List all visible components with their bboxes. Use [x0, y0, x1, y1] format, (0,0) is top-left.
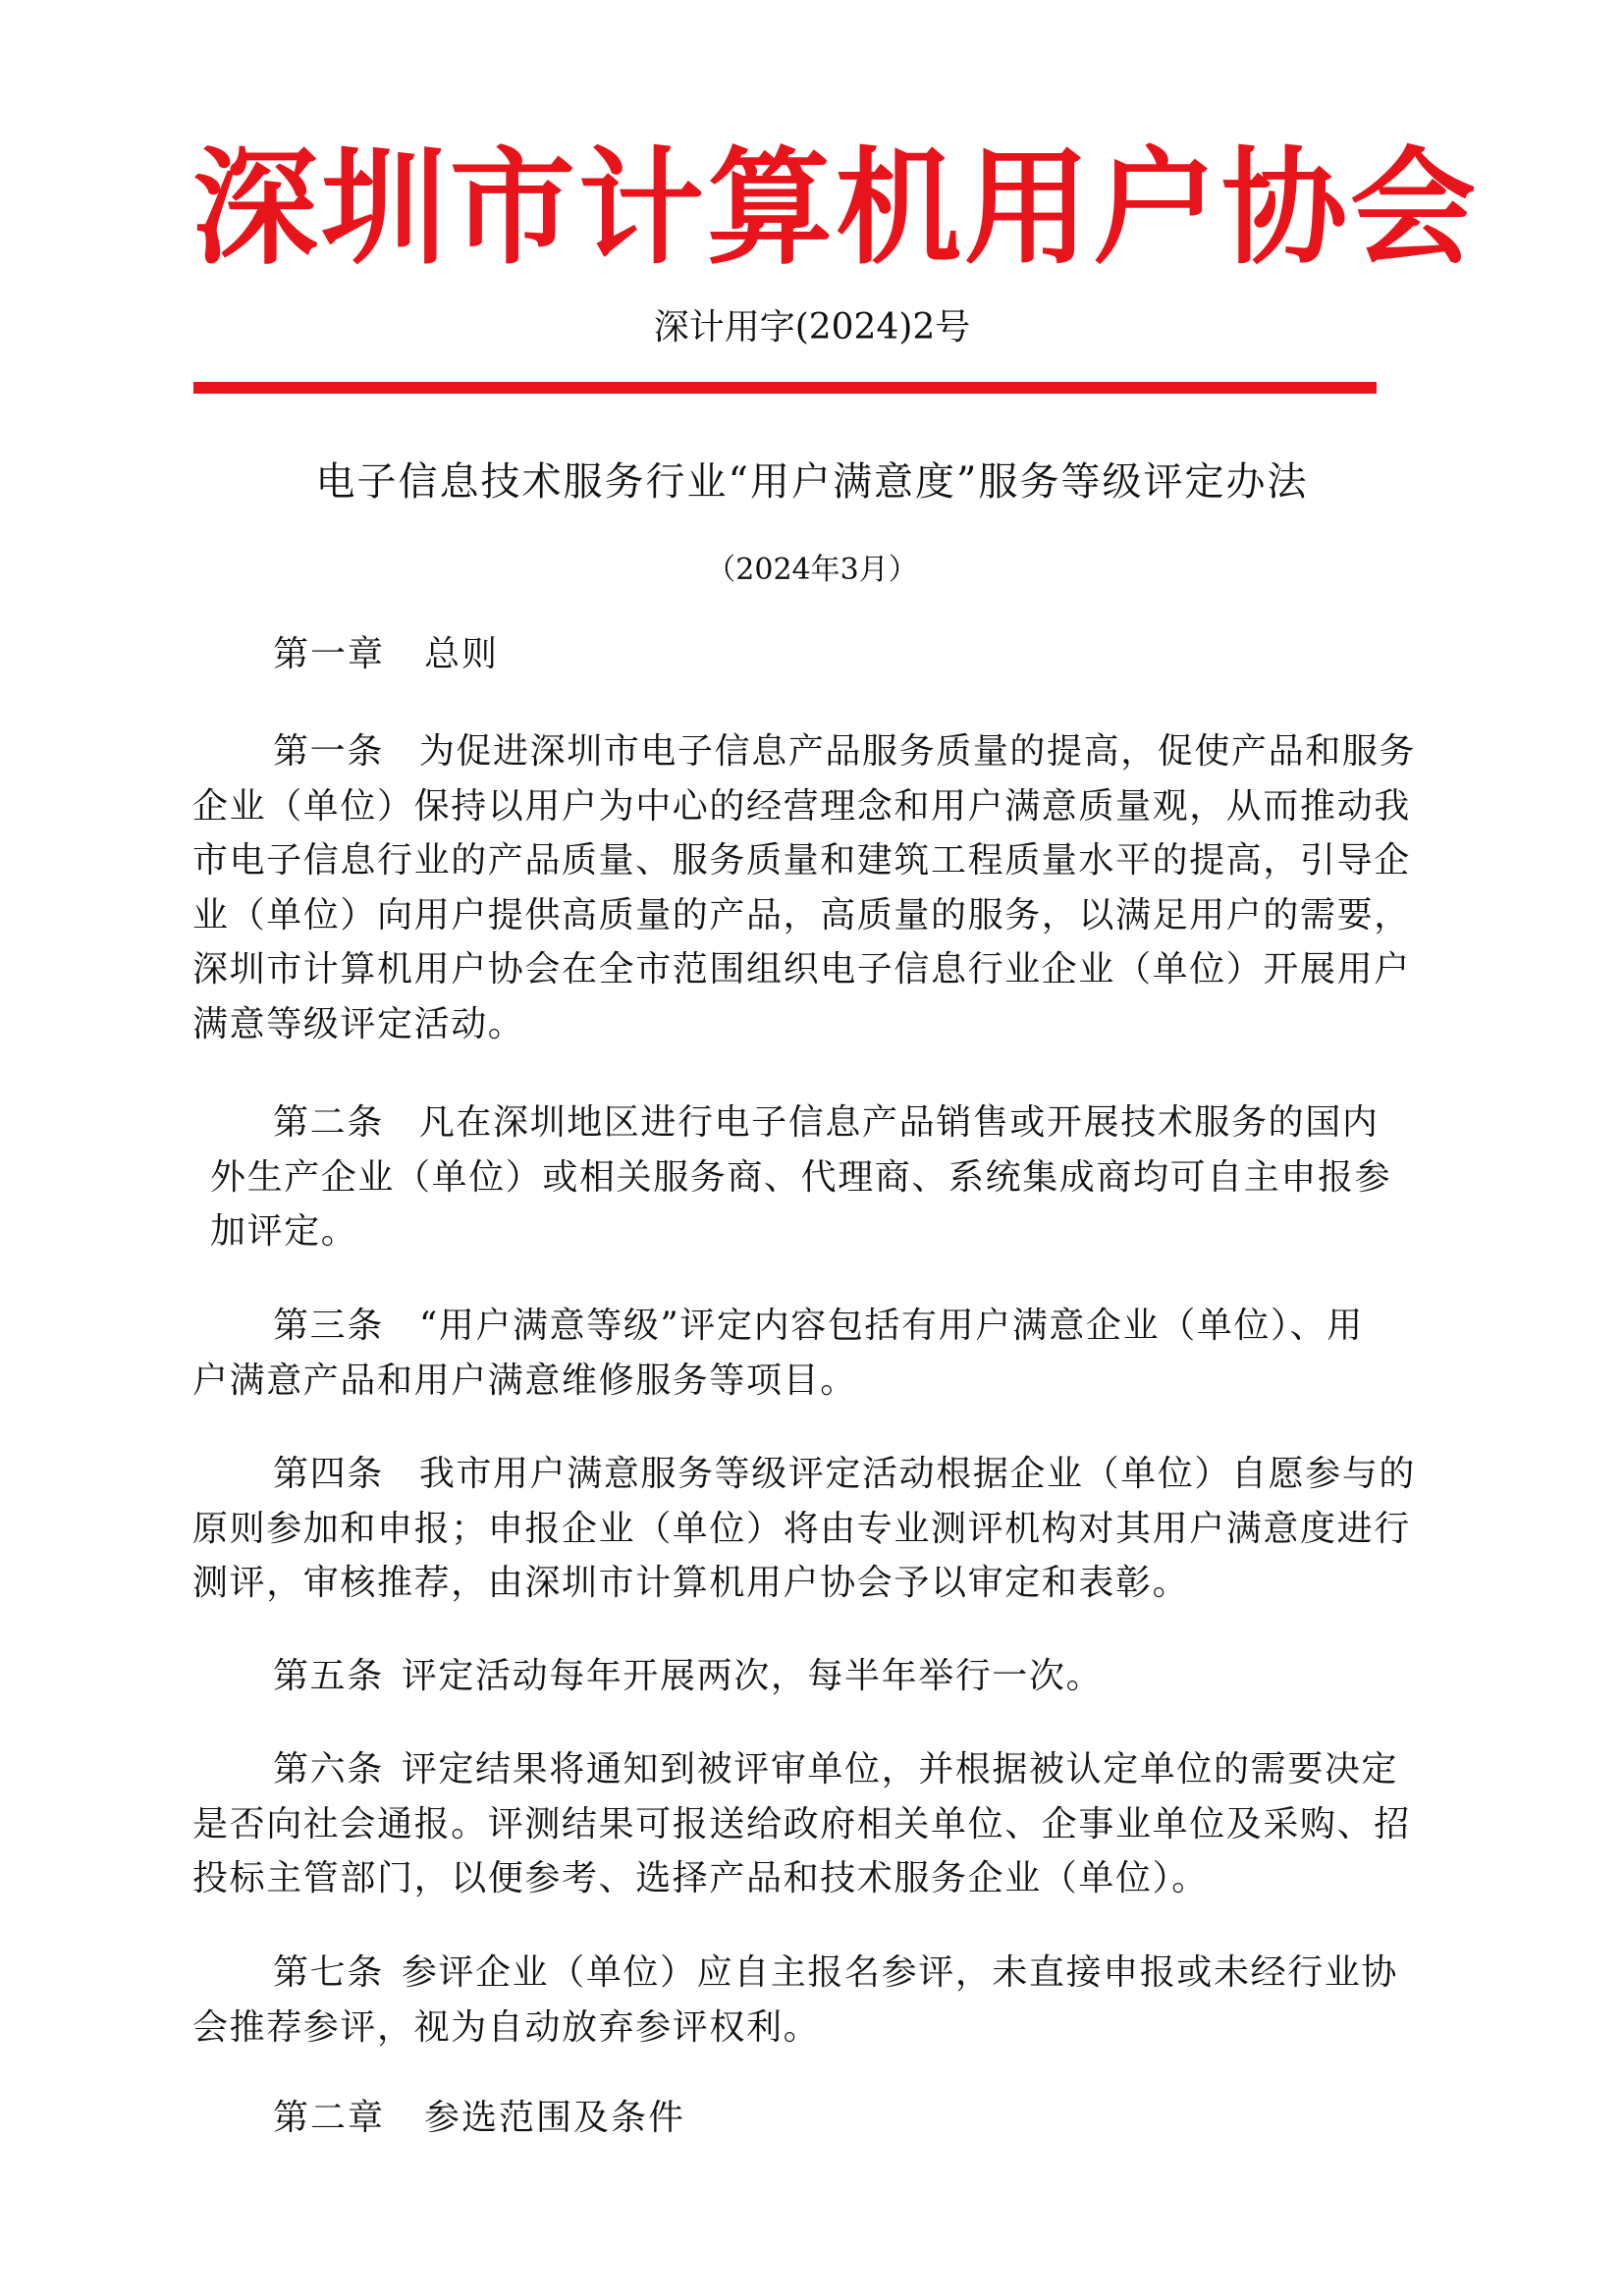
- chapter-number: 第二章: [273, 2098, 386, 2138]
- article-number: 第五条: [273, 1656, 384, 1696]
- chapter-heading-1: [273, 630, 499, 679]
- article-first-line: 第四条 我市用户满意服务等级评定活动根据企业（单位）自愿参与的: [273, 1454, 1417, 1494]
- chapter-name: 总则: [424, 634, 500, 674]
- article-3: [192, 1299, 1469, 1408]
- article-4: [192, 1447, 1469, 1611]
- chapter-number: 第一章: [273, 634, 386, 674]
- article-number: 第七条: [273, 1952, 384, 1993]
- article-line: 业（单位）向用户提供高质量的产品，高质量的服务，以满足用户的需要，: [192, 894, 1411, 935]
- article-first-line: 第一条 为促进深圳市电子信息产品服务质量的提高，促使产品和服务: [273, 731, 1417, 772]
- article-6: [192, 1742, 1469, 1906]
- article-line: 外生产企业（单位）或相关服务商、代理商、系统集成商均可自主申报参: [210, 1156, 1392, 1198]
- article-first-line: 第六条 评定结果将通知到被评审单位，并根据被认定单位的需要决定: [273, 1749, 1399, 1789]
- document-date: （2024年3月）: [706, 553, 918, 587]
- organization-letterhead: 深圳市计算机用户协会: [192, 135, 1480, 282]
- document-title: 电子信息技术服务行业“用户满意度”服务等级评定办法: [315, 459, 1309, 505]
- article-line: 加评定。: [210, 1211, 358, 1252]
- article-first-line: 第二条 凡在深圳地区进行电子信息产品销售或开展技术服务的国内: [273, 1102, 1380, 1143]
- article-number: 第二条: [273, 1102, 384, 1143]
- letterhead-divider: [193, 382, 1377, 394]
- article-line: 是否向社会通报。评测结果可报送给政府相关单位、企事业单位及采购、招: [192, 1803, 1411, 1844]
- article-1: [192, 724, 1469, 1051]
- chapter-heading-2: [273, 2094, 685, 2143]
- article-first-line: 第三条 “用户满意等级”评定内容包括有用户满意企业（单位）、用: [273, 1306, 1364, 1346]
- article-line: 市电子信息行业的产品质量、服务质量和建筑工程质量水平的提高，引导企: [192, 840, 1411, 881]
- article-line: 企业（单位）保持以用户为中心的经营理念和用户满意质量观，从而推动我: [192, 785, 1411, 827]
- chapter-name: 参选范围及条件: [424, 2098, 686, 2138]
- article-line: 原则参加和申报；申报企业（单位）将由专业测评机构对其用户满意度进行: [192, 1508, 1411, 1549]
- article-line: 投标主管部门，以便参考、选择产品和技术服务企业（单位）。: [192, 1858, 1209, 1898]
- article-number: 第四条: [273, 1454, 384, 1494]
- article-first-line: 第七条 参评企业（单位）应自主报名参评，未直接申报或未经行业协: [273, 1952, 1399, 1993]
- article-line: 会推荐参评，视为自动放弃参评权利。: [192, 2006, 821, 2048]
- article-line: 深圳市计算机用户协会在全市范围组织电子信息行业企业（单位）开展用户: [192, 949, 1411, 989]
- article-first-line: 第五条 评定活动每年开展两次，每半年举行一次。: [273, 1656, 1104, 1696]
- article-7: [192, 1946, 1469, 2055]
- article-5: [192, 1649, 1469, 1704]
- document-number: 深计用字(2024)2号: [653, 307, 971, 347]
- article-number: 第三条: [273, 1306, 384, 1346]
- article-line: 户满意产品和用户满意维修服务等项目。: [192, 1360, 857, 1401]
- article-2: [210, 1095, 1477, 1259]
- article-number: 第一条: [273, 731, 384, 772]
- article-number: 第六条: [273, 1749, 384, 1789]
- article-line: 满意等级评定活动。: [192, 1003, 525, 1044]
- article-line: 测评，审核推荐，由深圳市计算机用户协会予以审定和表彰。: [192, 1563, 1190, 1603]
